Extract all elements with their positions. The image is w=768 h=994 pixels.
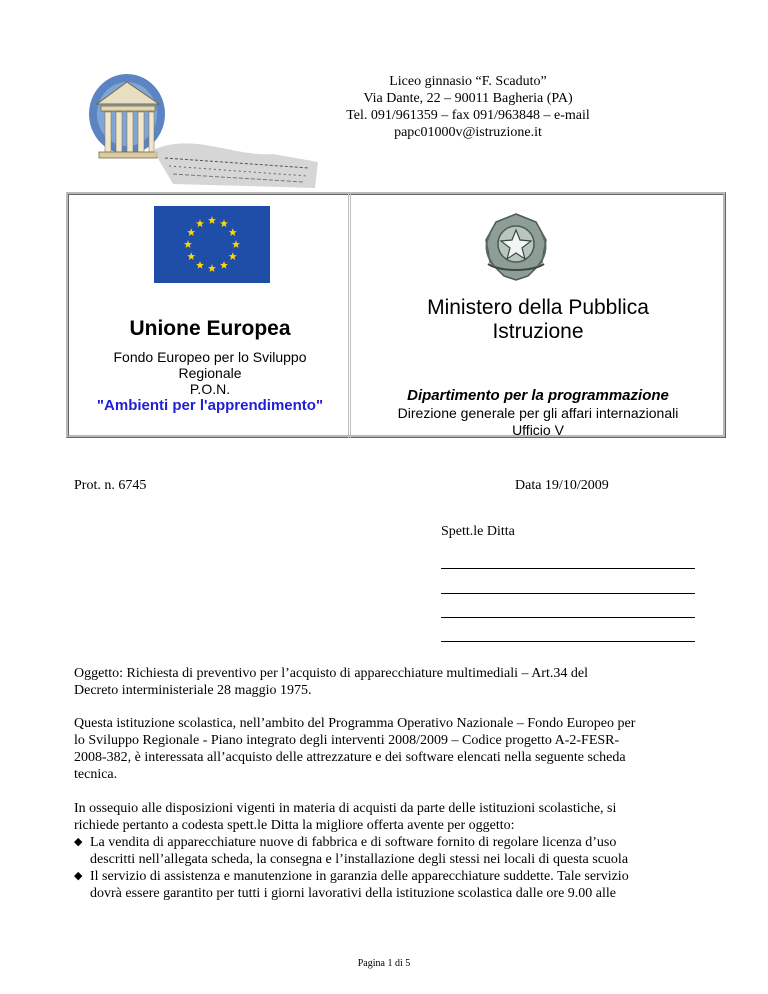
recipient-line [441, 641, 695, 642]
direction-line: Direzione generale per gli affari internazionali [397, 405, 679, 421]
diamond-bullet-icon: ◆ [74, 836, 83, 848]
letter-date: Data 19/10/2009 [515, 478, 609, 493]
text-line: richiede pertanto a codesta spett.le Ditta la migliore offerta avente per oggetto: [74, 818, 515, 833]
ministry-title-line1: Ministero della Pubblica [427, 296, 649, 319]
text-line: dovrà essere garantito per tutti i giorni lavorativi della istituzione scolastica dalle ore 9.00 alle [90, 886, 616, 901]
school-logo [83, 62, 338, 190]
text-line: tecnica. [74, 767, 118, 782]
text-line: lo Sviluppo Regionale - Piano integrato degli interventi 2008/2009 – Codice progetto A-2-FESR- [74, 733, 620, 748]
school-email: papc01000v@istruzione.it [394, 125, 542, 140]
table-divider [348, 192, 351, 438]
text-line: Decreto interministeriale 28 maggio 1975. [74, 683, 312, 698]
eu-title: Unione Europea [129, 317, 291, 340]
list-item [74, 834, 698, 868]
text-line: In ossequio alle disposizioni vigenti in materia di acquisti da parte delle istituzioni scolastiche, si [74, 801, 617, 816]
intro-paragraph [74, 715, 698, 783]
school-name: Liceo ginnasio “F. Scaduto” [389, 74, 547, 89]
ministry-title-line2: Istruzione [492, 320, 584, 343]
text-line: Il servizio di assistenza e manutenzione in garanzia delle apparecchiature suddette. Tale servizio [90, 869, 629, 884]
text-line: 2008-382, è interessata all’acquisto delle attrezzature e dei software elencati nella seguente scheda [74, 750, 626, 765]
ministry-section [352, 296, 724, 439]
italian-emblem-icon [476, 210, 556, 282]
recipient-line [441, 593, 695, 594]
school-header [318, 73, 618, 141]
protocol-number: Prot. n. 6745 [74, 478, 147, 493]
text-line: Questa istituzione scolastica, nell’ambito del Programma Operativo Nazionale – Fondo Europeo per [74, 716, 636, 731]
eu-program-title: "Ambienti per l'apprendimento" [96, 397, 324, 414]
text-line: descritti nell’allegata scheda, la consegna e l’installazione degli stessi nei locali di questa scuola [90, 852, 629, 867]
page-number: Pagina 1 di 5 [357, 958, 411, 969]
eu-pon: P.O.N. [189, 381, 231, 397]
recipient-label: Spett.le Ditta [441, 524, 515, 539]
subject-paragraph [74, 665, 698, 699]
diamond-bullet-icon: ◆ [74, 870, 83, 882]
request-paragraph [74, 800, 698, 902]
school-contacts: Tel. 091/961359 – fax 091/963848 – e-mail [346, 108, 590, 123]
office-line: Ufficio V [512, 422, 564, 438]
eu-section [72, 316, 348, 415]
recipient-line [441, 617, 695, 618]
eu-fund-line2: Regionale [178, 365, 242, 381]
department-title: Dipartimento per la programmazione [407, 387, 669, 404]
list-item [74, 868, 698, 902]
text-line: Oggetto: Richiesta di preventivo per l’acquisto di apparecchiature multimediali – Art.34 del [74, 666, 588, 681]
text-line: La vendita di apparecchiature nuove di fabbrica e di software fornito di regolare licenza d’uso [90, 835, 617, 850]
recipient-line [441, 568, 695, 569]
eu-fund-line1: Fondo Europeo per lo Sviluppo [113, 349, 307, 365]
school-address: Via Dante, 22 – 90011 Bagheria (PA) [363, 91, 573, 106]
eu-flag-icon [154, 206, 270, 283]
